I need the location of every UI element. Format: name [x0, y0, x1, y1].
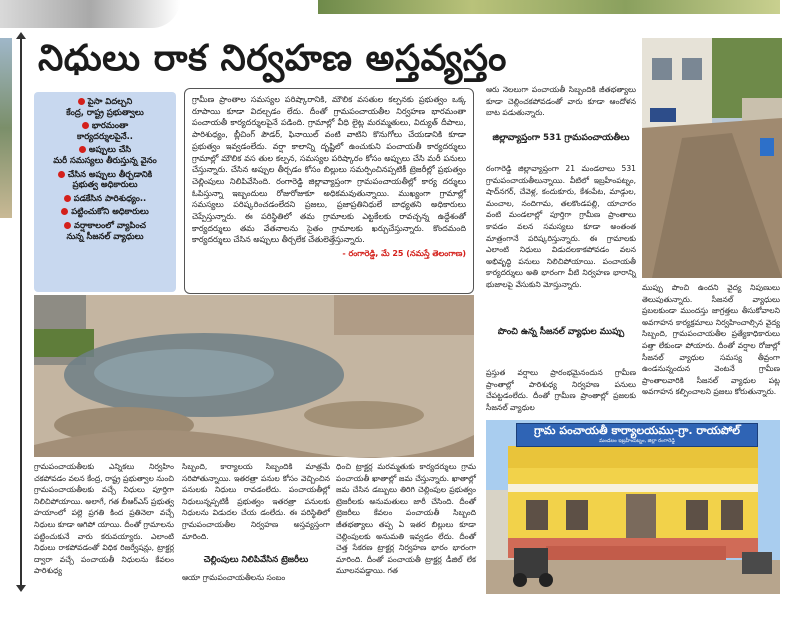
intro-text: గ్రామీణ ప్రాంతాల సమస్యల పరిష్కారానికి, మౌలిక వసతుల కల్పనకు ప్రభుత్వం ఒక్క రూపాయి కూడా విదల్చడం లేదు. దీంతో గ్రామపంచాయతీల నిర్వహణ భారమంతా పంచాయతీ కార్యదర్శులపైనే పడింది. గ్రామాల్లో వీధి లైట్ల మరమ్మతులు, విద్యుత్ దీపాలు, పారిశుధ్యం, బ్లీచింగ్ పౌడర్, ఫినాయిల్ వంటి వాటిని కొనుగోలు చేయడానికి కూడా ప్రభుత్వం ఇవ్వడంలేదు. వర్షా కాలాన్ని దృష్టిలో ఉంచుకుని పంచాయతీ కార్యదర్శులు గ్రామాల్లో మౌలిక వస తుల కల్పన, సమస్యల పరిష్కారం కోసం అప్పులు చేసి మరీ పనులు చేస్తున్నారు. చేసిన అప్పుల తీర్చడం కోసం బిల్లులు సమర్పించినప్పటికీ ట్రెజరీల్లో ప్రభుత్వం చెల్లింపులు నిలిపివేసింది. రంగారెడ్డి జిల్లావ్యాప్తంగా గ్రామపంచాయతీల్లో కార్య దర్శులు ఓపిస్తున్నా ఇబ్బందులు రోజురోజుకూ అధికమవుతున్నాయి. ముఖ్యంగా గ్రామాల్లో సమస్యలు పరిష్కరించడంలేదని ప్రజలు, ప్రజాప్రతినిధులే బాధ్యతని అధికారులు చెప్పేస్తున్నారు. ఈ పరిస్థితిలో తమ గ్రామాలకు ఎట్టకేలకు రావచ్చన్న ఉద్దేశంతో కార్యదర్శులు తమ వేతనాలను సైతం గ్రామాలకు ఖర్చుచేస్తున్నారు. కొందమంది కార్యదర్శులు చేసిన అప్పులు తీర్చలేక చేతులెత్తేస్తున్నారు. [192, 95, 466, 245]
bullet-dot-icon [64, 222, 71, 229]
top-photo-edge [0, 0, 180, 28]
headline: నిధులు రాక నిర్వహణ అస్తవ్యస్తం [38, 38, 507, 79]
column-4-top-text: ఆరు నెలలుగా పంచాయతీ సిబ్బందికి జీతభత్యాలు కూడా చెల్లించకపోవడంతో వారు కూడా ఆందోళన బాట పడుతున్నారు. [486, 85, 636, 118]
village-street-illustration [642, 38, 782, 278]
column-5-text: ముప్పు పొంచి ఉందని వైద్య నిపుణులు తెలుపుతున్నారు. సీజనల్ వ్యాధులు ప్రబలకుండా ముందస్తు జాగ్రత్తలు తీసుకోవాలని అవగాహన కార్యక్రమాలు నిర్వహించాల్సిన వైద్య సిబ్బంది, గ్రామపంచాయతీల ప్రత్యేకాధికారులు పత్తా లేకుండా పోయారు. దీంతో వర్షాల రోజుల్లో సీజనల్ వ్యాధుల సమస్య తీవ్రంగా ఉండనున్నందున వెంటనే గ్రామీణ ప్రాంతాలవారికి సీజనల్ వ్యాధుల పట్ల అవగాహన కల్పించాలని ప్రజలు కోరుతున్నారు. [642, 283, 780, 397]
subhead-district: జిల్లావ్యాప్తంగా 531 గ్రామపంచాయతీలు [492, 133, 630, 143]
highlight-item: కేంద్ర, రాష్ట్ర ప్రభుత్వాలు [66, 106, 144, 117]
column-1-text: గ్రామపంచాయతీలకు ఎన్నికలు నిర్వహిం చకపోవడం వలన కేంద్ర, రాష్ట్ర ప్రభుత్వాల నుంచి గ్రామపంచాయతీలకు వచ్చే నిధులు పూర్తిగా నిలిచిపోయాయి. అలాగే, గత బీఆర్ఎస్ ప్రభుత్వ హయాంలో పల్లె ప్రగతి కింద ప్రతినెలా వచ్చే నిధులు కూడా ఆగిపో యాయి. దీంతో గ్రామాలను పట్టించుకునే వారు కరువయ్యారు. ఎలాంటి నిధులు రాకపోవడంతో విధిక రిజర్వేషన్లు, ట్రాక్టర్ల ద్వారా వచ్చే పంచాయతీ నిధులను కేవలం పారిశుధ్య [34, 462, 174, 576]
column-rule-arrow [20, 38, 22, 586]
left-photo-fragment [0, 38, 12, 218]
highlight-item: కార్యదర్శులపైనే.. [76, 130, 133, 141]
subhead-seasonal: పొంచి ఉన్న సీజనల్ వ్యాధుల ముప్పు [497, 327, 625, 337]
bullet-dot-icon [61, 208, 68, 215]
bullet-dot-icon [78, 98, 85, 105]
panchayat-office-photo [486, 420, 780, 594]
highlight-item: పట్టించుకోని అధికారులు [38, 206, 172, 217]
column-3-text: ధించి ట్రాక్టర్ల మరమ్మతుకు కార్యదర్శులు గ్రామ పంచాయతీ ఖాతాల్లో జమ చేస్తున్నారు. ఖాతాల్లో జమ చేసిన డబ్బులు తిరిగి చెల్లింపుల ప్రభుత్వం ట్రెజరీలకు అనుమతులు జారీ చేసింది. దీంతో ట్రెజరీలు కేవలం పంచాయతీ సిబ్బంది జీతభత్యాలు తప్ప ఏ ఇతర బిల్లులు కూడా చెల్లింపులకు అనుమతి ఇవ్వడం లేదు. దీంతో చెత్త సేకరణ ట్రాక్టర్ల నిర్వహణ భారం భారంగా మారింది. దీంతో పంచాయతీ ట్రాక్టర్ల డీజిల్ లేక మూలనపడ్డాయి. గత [336, 462, 476, 576]
highlight-item: భారమంతా [38, 120, 172, 131]
bullet-dot-icon [79, 146, 86, 153]
left-cut-column [0, 280, 20, 590]
highlight-item: నున్న సీజనల్ వ్యాధులు [66, 230, 144, 241]
bullet-dot-icon [82, 122, 89, 129]
top-photo-strip [318, 0, 780, 14]
column-2b-text: ఆయా గ్రామపంచాయతీలను సంబం [182, 573, 286, 582]
page-bottom-margin [0, 596, 800, 624]
column-2-text: సిబ్బంది, కార్యాలయ సిబ్బందికి మాత్రమే సరిపోతున్నాయి. ఇతరత్రా పనుల కోసం వెచ్చించిన పనులకు నిధులు రావడంలేదు. పంచాయతీల్లో నిధులున్నప్పటికీ ప్రభుత్వం ఇతరత్రా పనులకు నిధులను విడుదల చేయ డంలేదు. ఈ పరిస్థితిలో గ్రామపంచాయతీల నిర్వహణ అస్తవ్యస్తంగా మారింది. [182, 462, 330, 541]
highlight-item: వర్షాకాలంలో వ్యాపించ [38, 220, 172, 231]
highlight-item: అప్పులు చేసి [38, 144, 172, 155]
puddle-road-illustration [34, 295, 474, 457]
highlight-item: చేసిన అప్పులు తీర్చడానికి [38, 169, 172, 180]
highlights-box [34, 92, 176, 292]
subhead-treasury: చెల్లింపులు నిలిపివేసిన ట్రెజరీలు [203, 555, 309, 565]
office-signboard: గ్రామ పంచాయతీ కార్యాలయము-గ్రా. రాయపోల్ మండలం ఇబ్రహీంపట్నం, జిల్లా రంగారెడ్డి [516, 423, 758, 447]
bullet-dot-icon [64, 195, 71, 202]
highlight-item: పైసా విదల్చని [38, 96, 172, 107]
village-street-photo [642, 38, 782, 278]
highlight-item: ప్రభుత్వ అధికారులు [72, 179, 138, 190]
puddle-road-photo [34, 295, 474, 457]
column-4b-text: ప్రస్తుత వర్షాలు ప్రారంభమైనందున గ్రామీణ ప్రాంతాల్లో పారిశుధ్య నిర్వహణ పనులు చేపట్టడంలేదు. దీంతో గ్రామీణ ప్రాంతాల్లో ప్రజలకు సీజనల్ వ్యాధుల [486, 368, 636, 412]
bullet-dot-icon [58, 171, 65, 178]
highlight-item: మరీ సమస్యలు తీరుస్తున్న వైనం [53, 154, 157, 165]
highlight-item: పడకేసిన పారిశుధ్యం.. [38, 193, 172, 204]
column-4-text: రంగారెడ్డి జిల్లావ్యాప్తంగా 21 మండలాలు 531 గ్రామపంచాయతీలున్నాయి. వీటిలో ఇబ్రహీంపట్నం, షాద్‌నగర్, చేవెళ్ల, కందుకూరు, కేశంపేట, మాడ్గుల, మంచాల, నందిగామ, తలకొండపల్లి, యాచారం వంటి మండలాల్లో పూర్తిగా గ్రామీణ ప్రాంతాలు కావడం వలన సమస్యలు కూడా అంతంత మాత్రంగానే పరిష్కరిస్తున్నారు. ఈ గ్రామాలకు ఎలాంటి నిధులు విడుదలకాకపోవడం వలన అభివృద్ధి పనులు నిలిచిపోయాయి. పంచాయతీ కార్యదర్శులు అతి భారంగా వీటి నిర్వహణ భారాన్ని భుజాలపై వేసుకుని మోస్తున్నారు. [486, 164, 636, 289]
intro-box [184, 88, 474, 294]
dateline: - రంగారెడ్డి, మే 25 (నమస్తే తెలంగాణ) [342, 249, 466, 259]
